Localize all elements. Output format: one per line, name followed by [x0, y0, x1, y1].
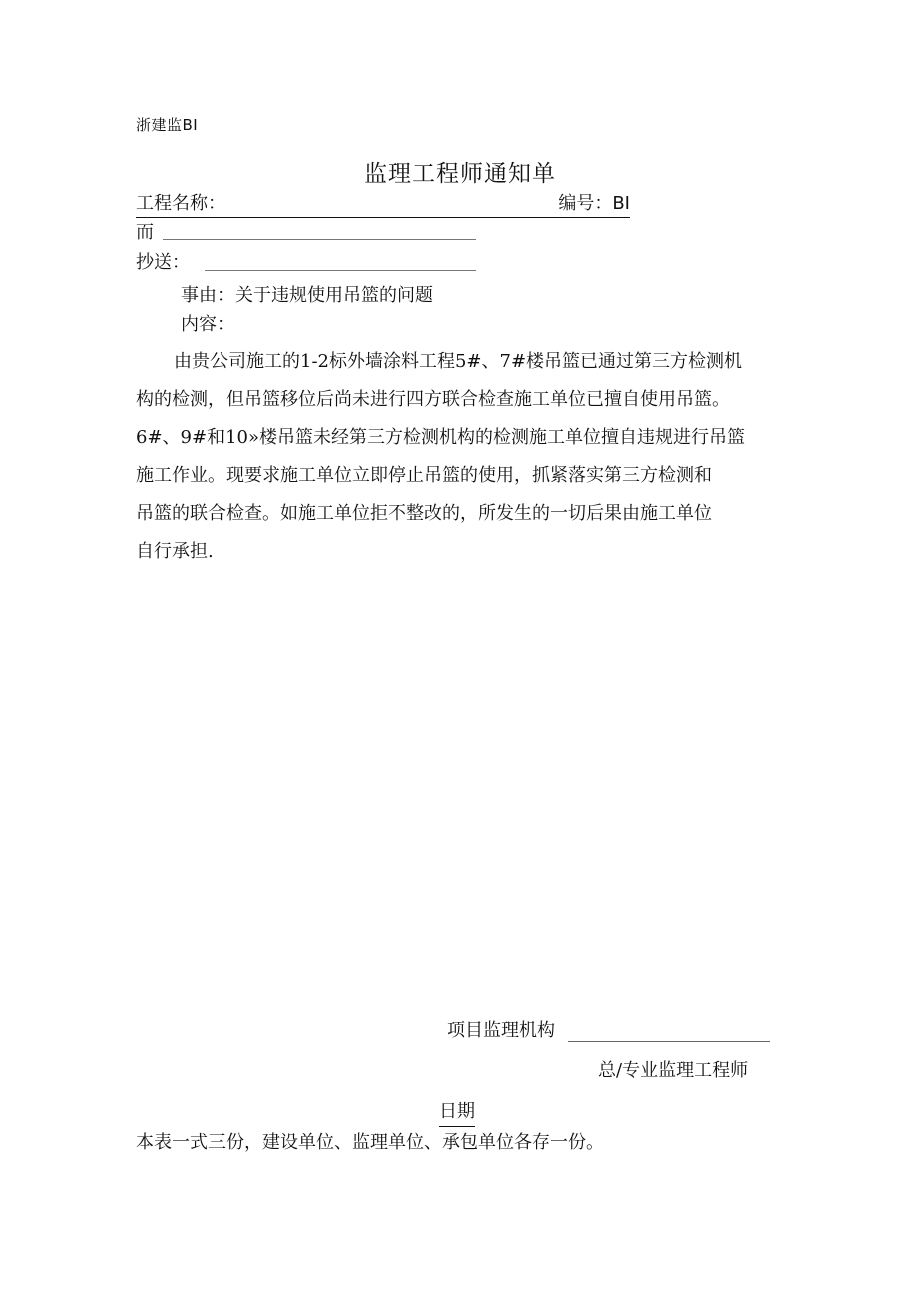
date-label: 日期: [439, 1099, 475, 1127]
recipient-field-line: [163, 239, 476, 240]
notice-body: [136, 343, 791, 571]
body-line: 构的检测，但吊篮移位后尚未进行四方联合检查施工单位已擅自使用吊篮。: [136, 389, 730, 410]
cc-label: 抄送：: [136, 252, 190, 273]
body-line: 施工作业。现要求施工单位立即停止吊篮的使用，抓紧落实第三方检测和: [136, 465, 712, 486]
cc-row: [136, 250, 190, 276]
recipient-label: 而: [136, 222, 154, 243]
body-line: 自行承担.: [136, 541, 214, 562]
document-number-label: 编号：BI: [558, 193, 630, 214]
project-name-label: 工程名称：: [136, 193, 226, 214]
subject-text: 事由：关于违规使用吊篮的问题: [181, 285, 433, 306]
body-line: 6#、9#和10»楼吊篮未经第三方检测机构的检测施工单位擅自违规进行吊篮: [136, 427, 745, 448]
form-code: 浙建监BI: [136, 116, 199, 134]
body-line: 吊篮的联合检查。如施工单位拒不整改的，所发生的一切后果由施工单位: [136, 503, 712, 524]
cc-field-line: [205, 270, 476, 271]
recipient-row: [136, 220, 154, 246]
project-number-row: [136, 191, 630, 218]
body-line: 由贵公司施工的1-2标外墙涂料工程5#、7#楼吊篮已通过第三方检测机: [174, 351, 743, 372]
page-title: 监理工程师通知单: [364, 161, 556, 187]
supervision-agency-label: 项目监理机构: [447, 1020, 555, 1041]
copies-note: 本表一式三份，建设单位、监理单位、承包单位各存一份。: [136, 1132, 604, 1153]
content-label: 内容：: [181, 314, 235, 335]
supervision-agency-line: [568, 1041, 770, 1042]
engineer-label: 总/专业监理工程师: [598, 1060, 749, 1081]
